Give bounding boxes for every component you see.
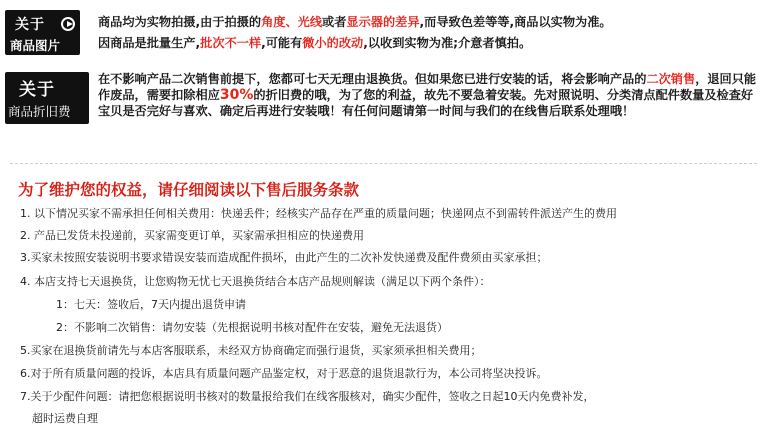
list-item: 1：七天：签收后，7天内提出退货申请 xyxy=(56,298,246,311)
play-circle-icon xyxy=(61,17,75,31)
note-highlight: 30% xyxy=(219,87,254,103)
note-highlight: 角度、光线 xyxy=(261,15,323,29)
list-item: 6.对于所有质量问题的投诉，本店具有质量问题产品鉴定权，对于恶意的退货退款行为，本公司将坚决投诉。 xyxy=(20,367,548,380)
note-highlight: 二次销售 xyxy=(646,72,696,86)
product-photo-note xyxy=(98,12,758,54)
badge-title: 关于 xyxy=(19,80,55,100)
note-text: 在不影响产品二次销售前提下，您都可七天无理由退换货。但如果您已进行安装的话，将会影响产品的 xyxy=(98,72,647,86)
list-item: 4. 本店支持七天退换货，让您购物无忧七天退换货结合本店产品规则解读（满足以下两个条件）： xyxy=(20,275,491,288)
badge-subtitle: 商品图片 xyxy=(10,38,61,53)
note-highlight: 显示器的差异 xyxy=(346,15,420,29)
note-text: 商品均为实物拍摄,由于拍摄的 xyxy=(98,15,262,29)
section-divider xyxy=(10,163,757,164)
product-photo-badge xyxy=(5,10,80,55)
badge-subtitle: 商品折旧费 xyxy=(8,104,71,119)
after-sales-heading: 为了维护您的权益，请仔细阅读以下售后服务条款 xyxy=(18,181,360,199)
note-text: ,而导致色差等等,商品以实物为准。 xyxy=(419,15,612,29)
note-text: 因商品是批量生产, xyxy=(98,36,201,50)
list-item: 2. 产品已发货未投递前，买家需变更订单，买家需承担相应的快递费用 xyxy=(20,229,364,242)
list-item: 1. 以下情况买家不需承担任何相关费用：快递丢件；经核实产品存在严重的质量问题；快递网点不到需转件派送产生的费用 xyxy=(20,207,617,220)
list-item: 2：不影响二次销售：请勿安装（先根据说明书核对配件在安装，避免无法退货） xyxy=(56,321,448,334)
note-text: 的折旧费的哦，为了您的利益，故先不要急着安装。先对照说明、分类清点配件数量及检查好宝贝是否完好与喜欢、确定后再进行安装哦！有任何问题请第一时间与我们的在线售后联系处理哦！ xyxy=(98,88,754,118)
note-text: ,以收到实物为准;介意者慎拍。 xyxy=(363,36,532,50)
depreciation-badge xyxy=(5,72,89,124)
list-item: 7.关于少配件问题：请把您根据说明书核对的数量报给我们在线客服核对，确实少配件，签收之日起10天内免费补发， xyxy=(20,390,595,403)
note-text: ，退回只能作废品，需要扣除相应 xyxy=(98,72,757,102)
note-highlight: 批次不一样 xyxy=(200,36,262,50)
depreciation-note xyxy=(98,71,762,119)
list-item: 3.买家未按照安装说明书要求错误安装而造成配件损坏，由此产生的二次补发快递费及配件费须由买家承担； xyxy=(20,251,548,264)
note-highlight: 微小的改动 xyxy=(302,36,364,50)
list-item: 超时运费自理 xyxy=(32,412,98,425)
note-text: 或者 xyxy=(322,15,347,29)
badge-title: 关于 xyxy=(15,17,45,33)
list-item: 5.买家在退换货前请先与本店客服联系，未经双方协商确定而强行退货，买家须承担相关费用； xyxy=(20,344,482,357)
note-text: ,可能有 xyxy=(261,36,303,50)
